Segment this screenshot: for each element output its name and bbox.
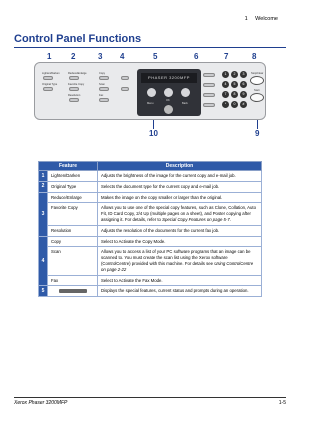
table-row: [39, 203, 262, 225]
row-number: 3: [39, 192, 48, 236]
feature-description: Displays the special features, current status and prompts during an operation.: [98, 286, 262, 297]
ok-button[interactable]: [164, 88, 173, 97]
label-ok: OK: [166, 99, 170, 102]
row-number: 2: [39, 181, 48, 192]
key-star[interactable]: *: [222, 101, 229, 108]
table-row: [39, 192, 262, 203]
page-title: Control Panel Functions: [14, 33, 142, 45]
cross-reference-link[interactable]: Special Copy Features on page 5-7: [162, 216, 230, 222]
start-button[interactable]: [250, 93, 264, 102]
stop-clear-button[interactable]: [250, 76, 264, 85]
label-copy: Copy: [99, 72, 106, 75]
function-key-4[interactable]: [203, 103, 215, 107]
label-original-type: Original Type: [42, 83, 58, 86]
label-stop: Stop/Clear: [251, 72, 264, 75]
label-favorite-copy: Favorite Copy: [68, 83, 85, 86]
label-lighten-darken: Lighten/Darken: [42, 72, 60, 75]
lcd-display: PHASER 3200MFP: [141, 73, 197, 83]
callout-9: 9: [255, 129, 260, 138]
key-2[interactable]: 2: [231, 71, 238, 78]
feature-description: Adjusts the brightness of the image for the current copy and e-mail job.: [98, 171, 262, 182]
table-row: [39, 275, 262, 286]
feature-table: [38, 161, 262, 297]
function-key-3[interactable]: [203, 93, 215, 97]
feature-name: Lighten/Darken: [48, 171, 98, 182]
display-panel-icon: [59, 289, 87, 293]
feature-name: Reduce/Enlarge: [48, 192, 98, 203]
page-header: [245, 16, 278, 22]
callout-8: 8: [252, 52, 257, 61]
callout-7: 7: [224, 52, 229, 61]
key-3[interactable]: 3: [240, 71, 247, 78]
key-7[interactable]: 7: [222, 91, 229, 98]
reduce-enlarge-button[interactable]: [69, 76, 79, 80]
footer-product-name: Xerox Phaser 3200MFP: [14, 400, 68, 406]
fax-button[interactable]: [99, 98, 109, 102]
description-tail: .: [229, 216, 231, 222]
function-key-2[interactable]: [203, 83, 215, 87]
function-key-1[interactable]: [203, 73, 215, 77]
table-header-row: [39, 162, 262, 171]
feature-description: Adjusts the resolution of the documents for the current fax job.: [98, 225, 262, 236]
key-hash[interactable]: #: [240, 101, 247, 108]
table-row: [39, 225, 262, 236]
key-6[interactable]: 6: [240, 81, 247, 88]
title-rule: [14, 47, 286, 48]
control-panel-illustration: [28, 52, 274, 144]
table-row: [39, 236, 262, 247]
menu-button[interactable]: [164, 105, 173, 114]
lighten-darken-button[interactable]: [43, 76, 53, 80]
feature-name: Original Type: [48, 181, 98, 192]
feature-name: Fax: [48, 275, 98, 286]
chapter-number: 1: [244, 16, 248, 22]
feature-description: Select to Activate the Copy Mode.: [98, 236, 262, 247]
label-fax: Fax: [99, 94, 104, 97]
label-back: Back: [182, 102, 188, 105]
resolution-button[interactable]: [69, 98, 79, 102]
callout-4: 4: [120, 52, 125, 61]
row-number: 1: [39, 171, 48, 182]
feature-description: Selects the document type for the current copy and e-mail job.: [98, 181, 262, 192]
table-row: [39, 171, 262, 182]
feature-name: Scan: [48, 247, 98, 275]
copy-button[interactable]: [99, 76, 109, 80]
callout-3: 3: [98, 52, 103, 61]
mode-led-2: [121, 87, 129, 91]
feature-name: Copy: [48, 236, 98, 247]
label-reduce-enlarge: Reduce/Enlarge: [68, 72, 87, 75]
callout-6: 6: [194, 52, 199, 61]
callout-10: 10: [149, 129, 158, 138]
row-number: 5: [39, 286, 48, 297]
feature-name: Resolution: [48, 225, 98, 236]
description-text: Allows you to use one of the special copy features, such as Clone, Collation, Auto Fit, ID Card Copy, 2/4 Up (multiple pages on a sheet), and Poster copying after assigning it. For details, refer to: [101, 205, 257, 222]
callout-1: 1: [47, 52, 52, 61]
control-panel: [34, 62, 266, 120]
key-5[interactable]: 5: [231, 81, 238, 88]
chapter-title: Welcome: [255, 16, 278, 22]
table-row: [39, 247, 262, 275]
cross-reference-link[interactable]: Using ControlCentre on page 2-22: [101, 260, 254, 272]
table-row: [39, 286, 262, 297]
footer-rule: [14, 397, 286, 398]
mode-led-1: [121, 76, 129, 80]
description-text: Allows you to access a list of your PC software programs that an image can be scanned to. You must create the scan list using the Xerox software (ControlCentre) provided with this machine. For details see: [101, 249, 251, 266]
feature-description: [98, 247, 262, 275]
label-start: Start: [254, 89, 260, 92]
label-scan: Scan: [99, 83, 105, 86]
forward-arrow-button[interactable]: [181, 88, 190, 97]
column-header-feature: Feature: [39, 162, 98, 171]
back-arrow-button[interactable]: [147, 88, 156, 97]
table-row: [39, 181, 262, 192]
original-type-button[interactable]: [43, 87, 53, 91]
display-area: [137, 69, 201, 116]
row-number: 4: [39, 236, 48, 286]
feature-name: Favorite Copy: [48, 203, 98, 225]
key-4[interactable]: 4: [222, 81, 229, 88]
feature-description: Select to Activate the Fax Mode.: [98, 275, 262, 286]
label-menu: Menu: [147, 102, 154, 105]
feature-name: [48, 286, 98, 297]
scan-button[interactable]: [99, 87, 109, 91]
key-0[interactable]: 0: [231, 101, 238, 108]
favorite-copy-button[interactable]: [69, 87, 79, 91]
key-1[interactable]: 1: [222, 71, 229, 78]
key-9[interactable]: 9: [240, 91, 247, 98]
key-8[interactable]: 8: [231, 91, 238, 98]
footer-page-number: 1-5: [278, 400, 286, 406]
label-resolution: Resolution: [68, 94, 81, 97]
callout-2: 2: [71, 52, 76, 61]
feature-description: [98, 203, 262, 225]
callout-5: 5: [153, 52, 158, 61]
feature-description: Makes the image on the copy smaller or larger than the original.: [98, 192, 262, 203]
column-header-description: Description: [98, 162, 262, 171]
